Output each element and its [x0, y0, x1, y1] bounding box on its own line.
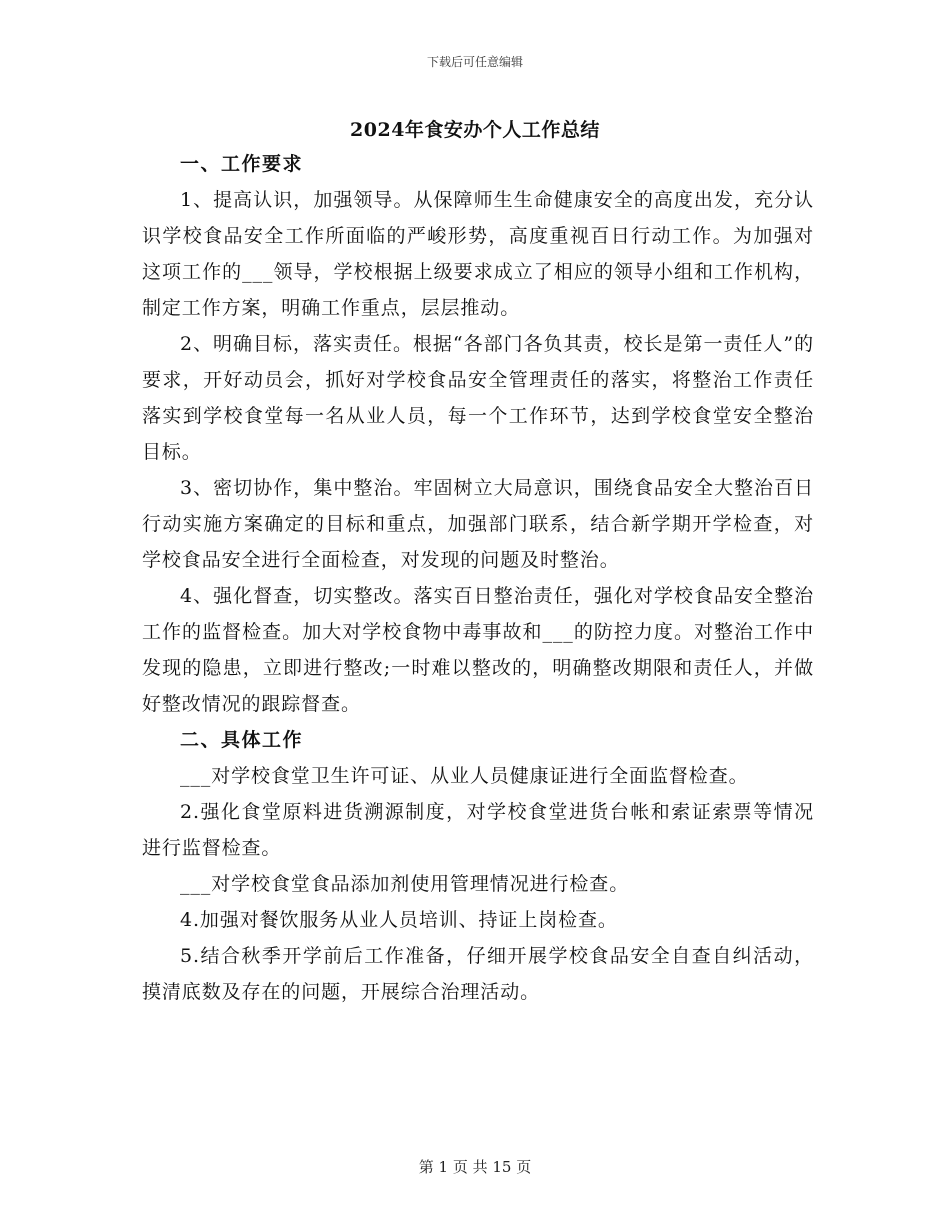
section-heading-requirements: 一、工作要求: [180, 153, 304, 175]
document-title: 2024年食安办个人工作总结: [350, 119, 600, 141]
section-heading-specific-work: 二、具体工作: [180, 729, 304, 751]
document-body: [142, 146, 814, 1010]
paragraph-3: 3、密切协作，集中整治。牢固树立大局意识，围绕食品安全大整治百日行动实施方案确定的目标和重点，加强部门联系，结合新学期开学检查，对学校食品安全进行全面检查，对发现的问题及时整治。: [142, 477, 814, 571]
work-item-3: ___对学校食堂食品添加剂使用管理情况进行检查。: [180, 873, 630, 895]
work-item-5: 5.结合秋季开学前后工作准备，仔细开展学校食品安全自查自纠活动，摸清底数及存在的问题，开展综合治理活动。: [142, 945, 814, 1003]
header-note: 下载后可任意编辑: [426, 55, 523, 69]
work-item-2: 2.强化食堂原料进货溯源制度，对学校食堂进货台帐和索证索票等情况进行监督检查。: [142, 801, 814, 859]
work-item-1: ___对学校食堂卫生许可证、从业人员健康证进行全面监督检查。: [180, 765, 749, 787]
paragraph-2: 2、明确目标，落实责任。根据“各部门各负其责，校长是第一责任人”的要求，开好动员会，抓好对学校食品安全管理责任的落实，将整治工作责任落实到学校食堂每一名从业人员，每一个工作环节，达到学校食堂安全整治目标。: [142, 333, 814, 463]
paragraph-1: 1、提高认识，加强领导。从保障师生生命健康安全的高度出发，充分认识学校食品安全工作所面临的严峻形势，高度重视百日行动工作。为加强对这项工作的___领导，学校根据上级要求成立了相应的领导小组和工作机构，制定工作方案，明确工作重点，层层推动。: [142, 189, 814, 319]
page-number: 第 1 页 共 15 页: [418, 1158, 532, 1176]
paragraph-4: 4、强化督查，切实整改。落实百日整治责任，强化对学校食品安全整治工作的监督检查。加大对学校食物中毒事故和___的防控力度。对整治工作中发现的隐患，立即进行整改;一时难以整改的，明确整改期限和责任人，并做好整改情况的跟踪督查。: [142, 585, 814, 715]
work-item-4: 4.加强对餐饮服务从业人员培训、持证上岗检查。: [180, 909, 618, 931]
